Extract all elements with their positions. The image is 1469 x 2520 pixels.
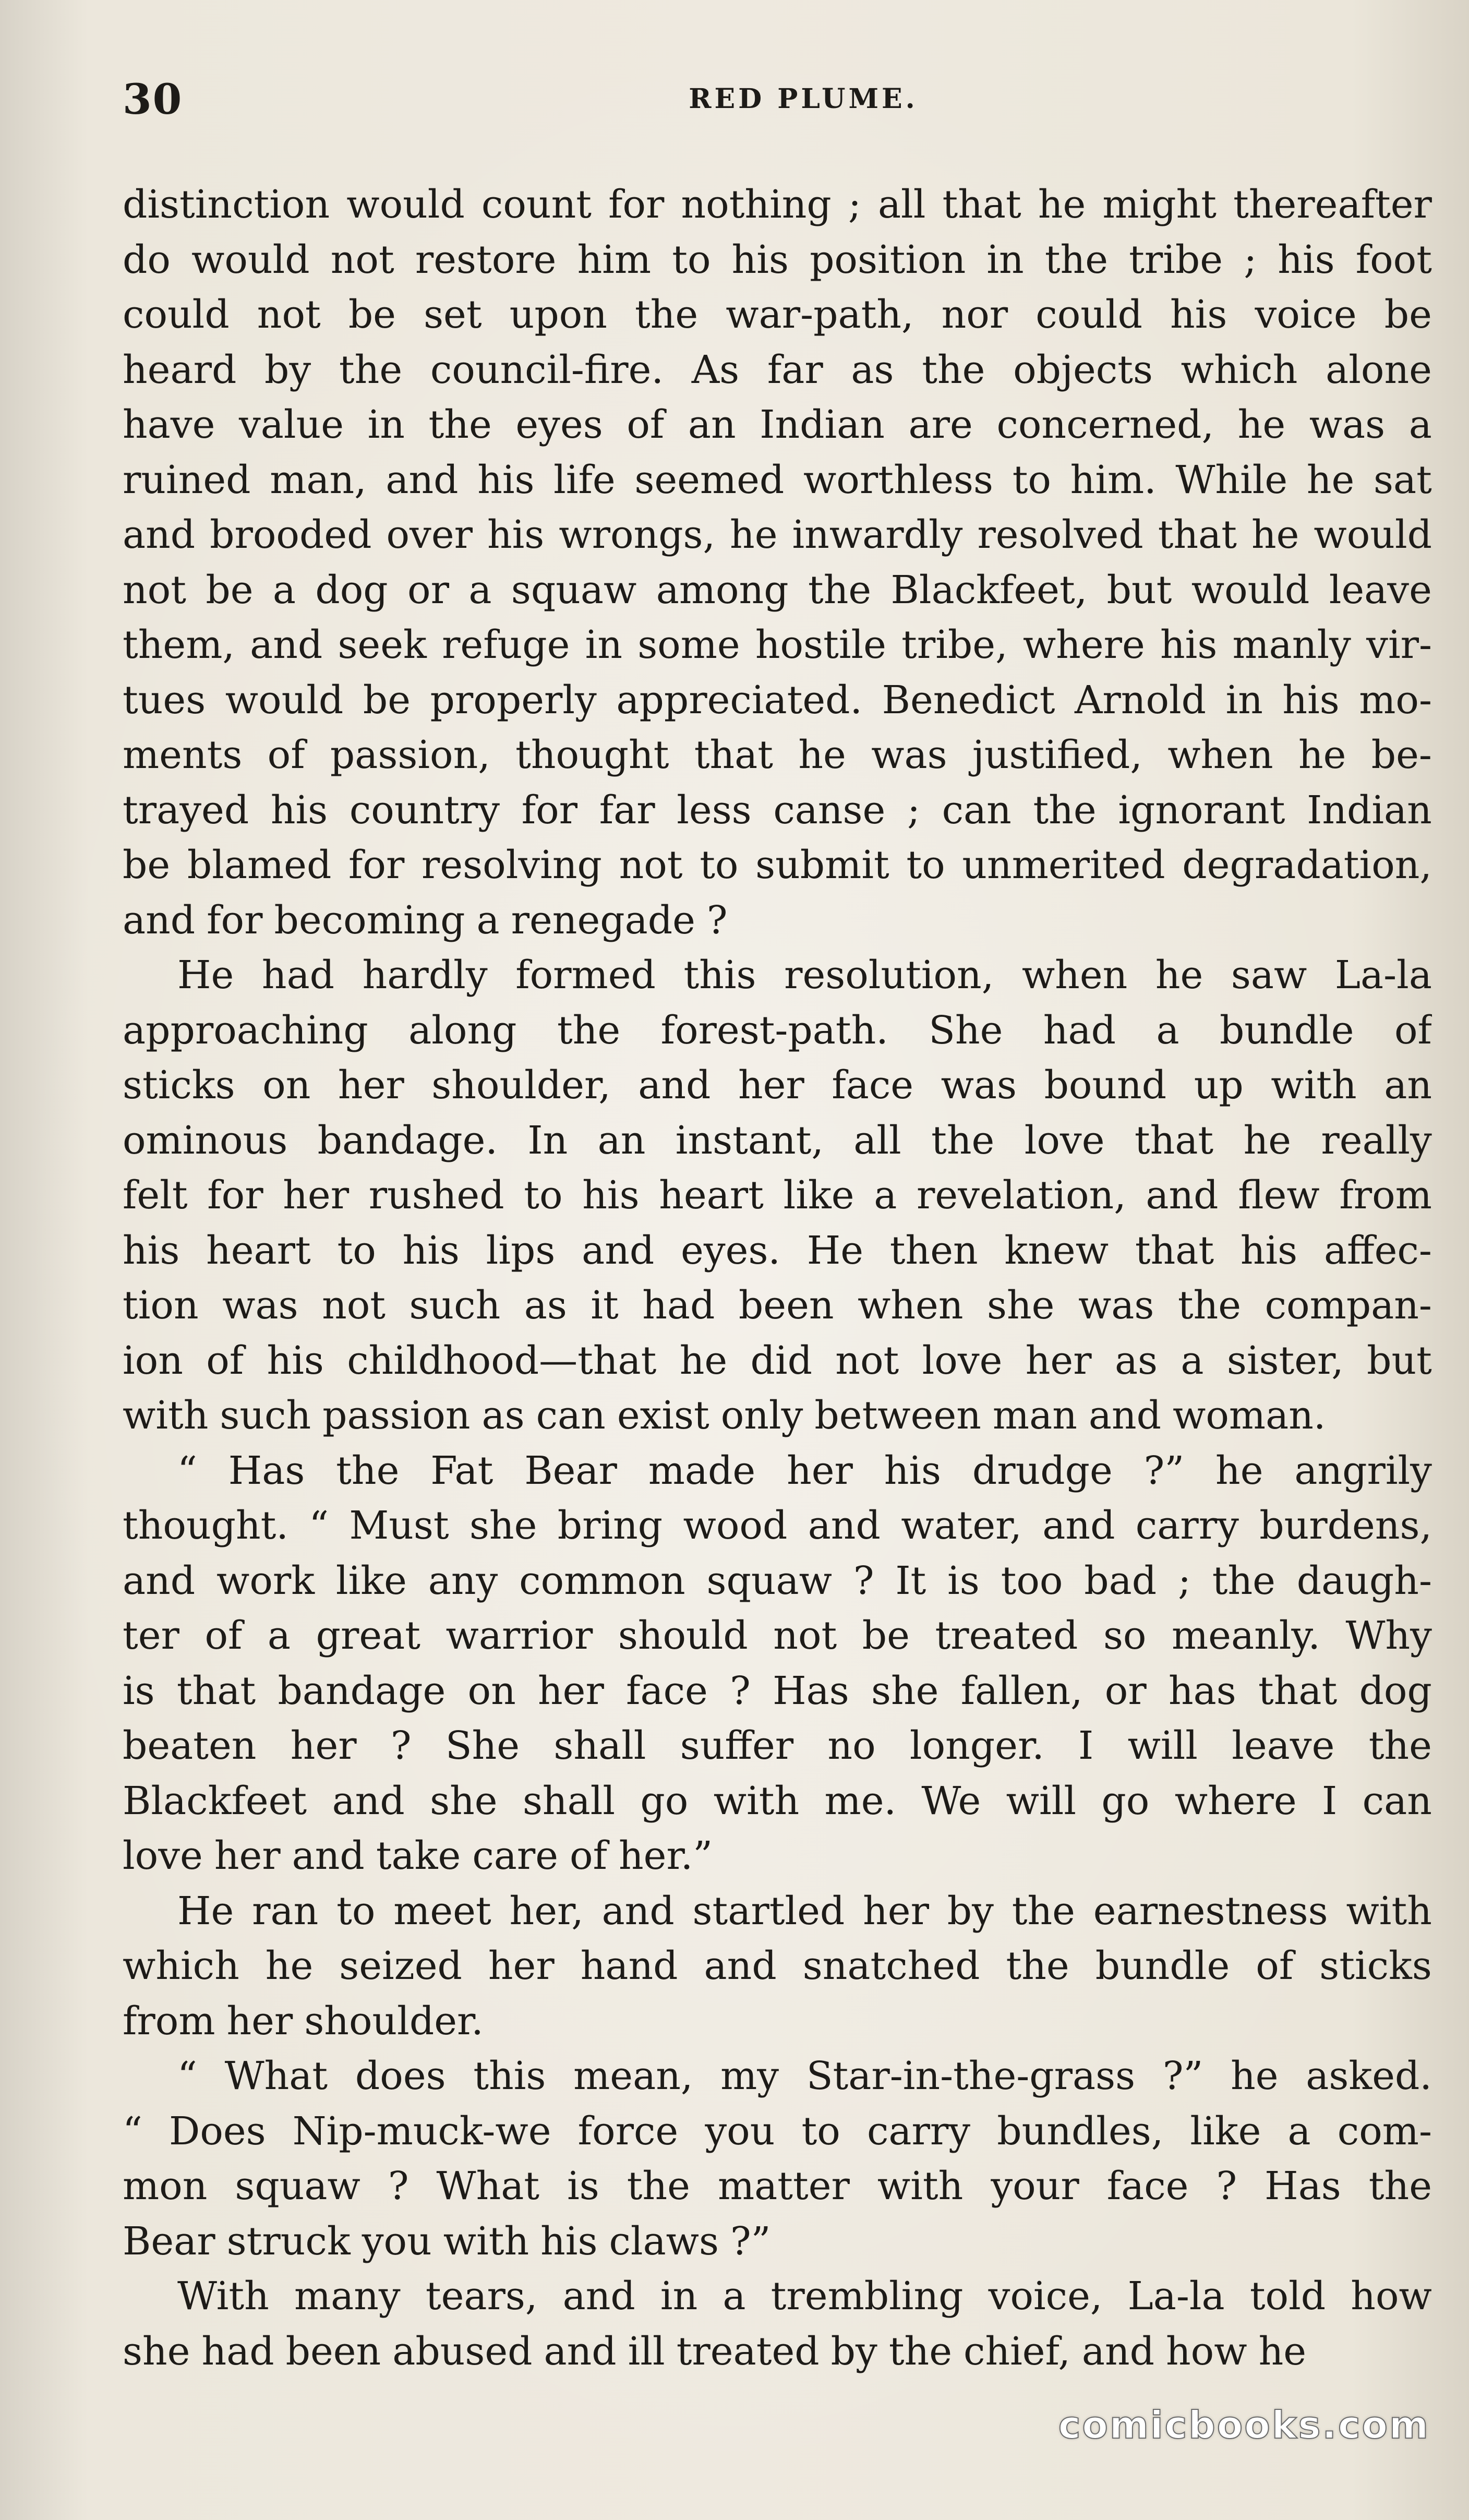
text-line: ion of his childhood—that he did not love her as a sister, but: [123, 1338, 1432, 1383]
text-line: not be a dog or a squaw among the Blackfeet, but would leave: [123, 567, 1432, 613]
text-line: Blackfeet and she shall go with me. We will go where I can: [123, 1778, 1432, 1823]
text-line: she had been abused and ill treated by the chief, and how he: [123, 2329, 1307, 2374]
text-line: his heart to his lips and eyes. He then knew that his affec-: [123, 1228, 1432, 1273]
text-line: mon squaw ? What is the matter with your face ? Has the: [123, 2164, 1432, 2209]
text-line: beaten her ? She shall suffer no longer. I will leave the: [123, 1723, 1432, 1768]
text-line: approaching along the forest-path. She had a bundle of: [123, 1007, 1432, 1053]
text-line: sticks on her shoulder, and her face was bound up with an: [123, 1063, 1432, 1108]
text-line: tues would be properly appreciated. Benedict Arnold in his mo-: [123, 677, 1432, 723]
text-line: “ Has the Fat Bear made her his drudge ?” he angrily: [177, 1448, 1432, 1493]
text-line: which he seized her hand and snatched the bundle of sticks: [123, 1943, 1432, 1988]
text-line: and for becoming a renegade ?: [123, 897, 728, 943]
text-line: distinction would count for nothing ; all that he might thereafter: [123, 182, 1432, 227]
text-line: be blamed for resolving not to submit to unmerited degradation,: [123, 843, 1432, 887]
text-line: “ What does this mean, my Star-in-the-grass ?” he asked.: [177, 2054, 1432, 2098]
text-line: them, and seek refuge in some hostile tribe, where his manly vir-: [123, 622, 1432, 667]
paragraph: [123, 1444, 1432, 1884]
watermark: comicbooks.com: [1058, 2403, 1430, 2447]
text-line: with such passion as can exist only between man and woman.: [123, 1393, 1326, 1438]
text-line: do would not restore him to his position in the tribe ; his foot: [123, 237, 1432, 282]
text-line: He ran to meet her, and startled her by the earnestness with: [177, 1888, 1432, 1934]
text-line: have value in the eyes of an Indian are concerned, he was a: [123, 402, 1432, 447]
text-line: heard by the council-fire. As far as the objects which alone: [123, 347, 1432, 392]
page-number: 30: [123, 75, 183, 124]
text-line: love her and take care of her.”: [123, 1833, 713, 1878]
text-line: ominous bandage. In an instant, all the love that he really: [123, 1118, 1432, 1163]
text-line: from her shoulder.: [123, 1998, 484, 2044]
text-line: could not be set upon the war-path, nor could his voice be: [123, 292, 1432, 337]
text-line: Bear struck you with his claws ?”: [123, 2218, 771, 2264]
paragraph: [123, 948, 1432, 1444]
paragraph: [123, 2049, 1432, 2269]
paragraph: [123, 177, 1432, 948]
text-line: thought. “ Must she bring wood and water, and carry burdens,: [123, 1503, 1432, 1548]
text-line: ter of a great warrior should not be treated so meanly. Why: [123, 1613, 1432, 1658]
paragraph: [123, 2269, 1432, 2379]
text-line: felt for her rushed to his heart like a revelation, and flew from: [123, 1173, 1432, 1218]
text-line: tion was not such as it had been when she was the compan-: [123, 1283, 1432, 1328]
running-head: RED PLUME.: [689, 83, 918, 115]
text-line: and work like any common squaw ? It is too bad ; the daugh-: [123, 1558, 1432, 1603]
text-line: With many tears, and in a trembling voice, La-la told how: [177, 2274, 1432, 2319]
text-line: “ Does Nip-muck-we force you to carry bundles, like a com-: [123, 2108, 1432, 2154]
text-line: ments of passion, thought that he was justified, when he be-: [123, 733, 1432, 777]
paragraph: [123, 1884, 1432, 2049]
text-line: trayed his country for far less canse ; can the ignorant Indian: [123, 787, 1432, 833]
body-text: [123, 177, 1432, 2379]
text-line: and brooded over his wrongs, he inwardly resolved that he would: [123, 512, 1432, 557]
page-header: [123, 68, 1422, 130]
text-line: is that bandage on her face ? Has she fallen, or has that dog: [123, 1668, 1432, 1713]
text-line: ruined man, and his life seemed worthless to him. While he sat: [123, 457, 1432, 502]
text-line: He had hardly formed this resolution, when he saw La-la: [177, 953, 1432, 998]
